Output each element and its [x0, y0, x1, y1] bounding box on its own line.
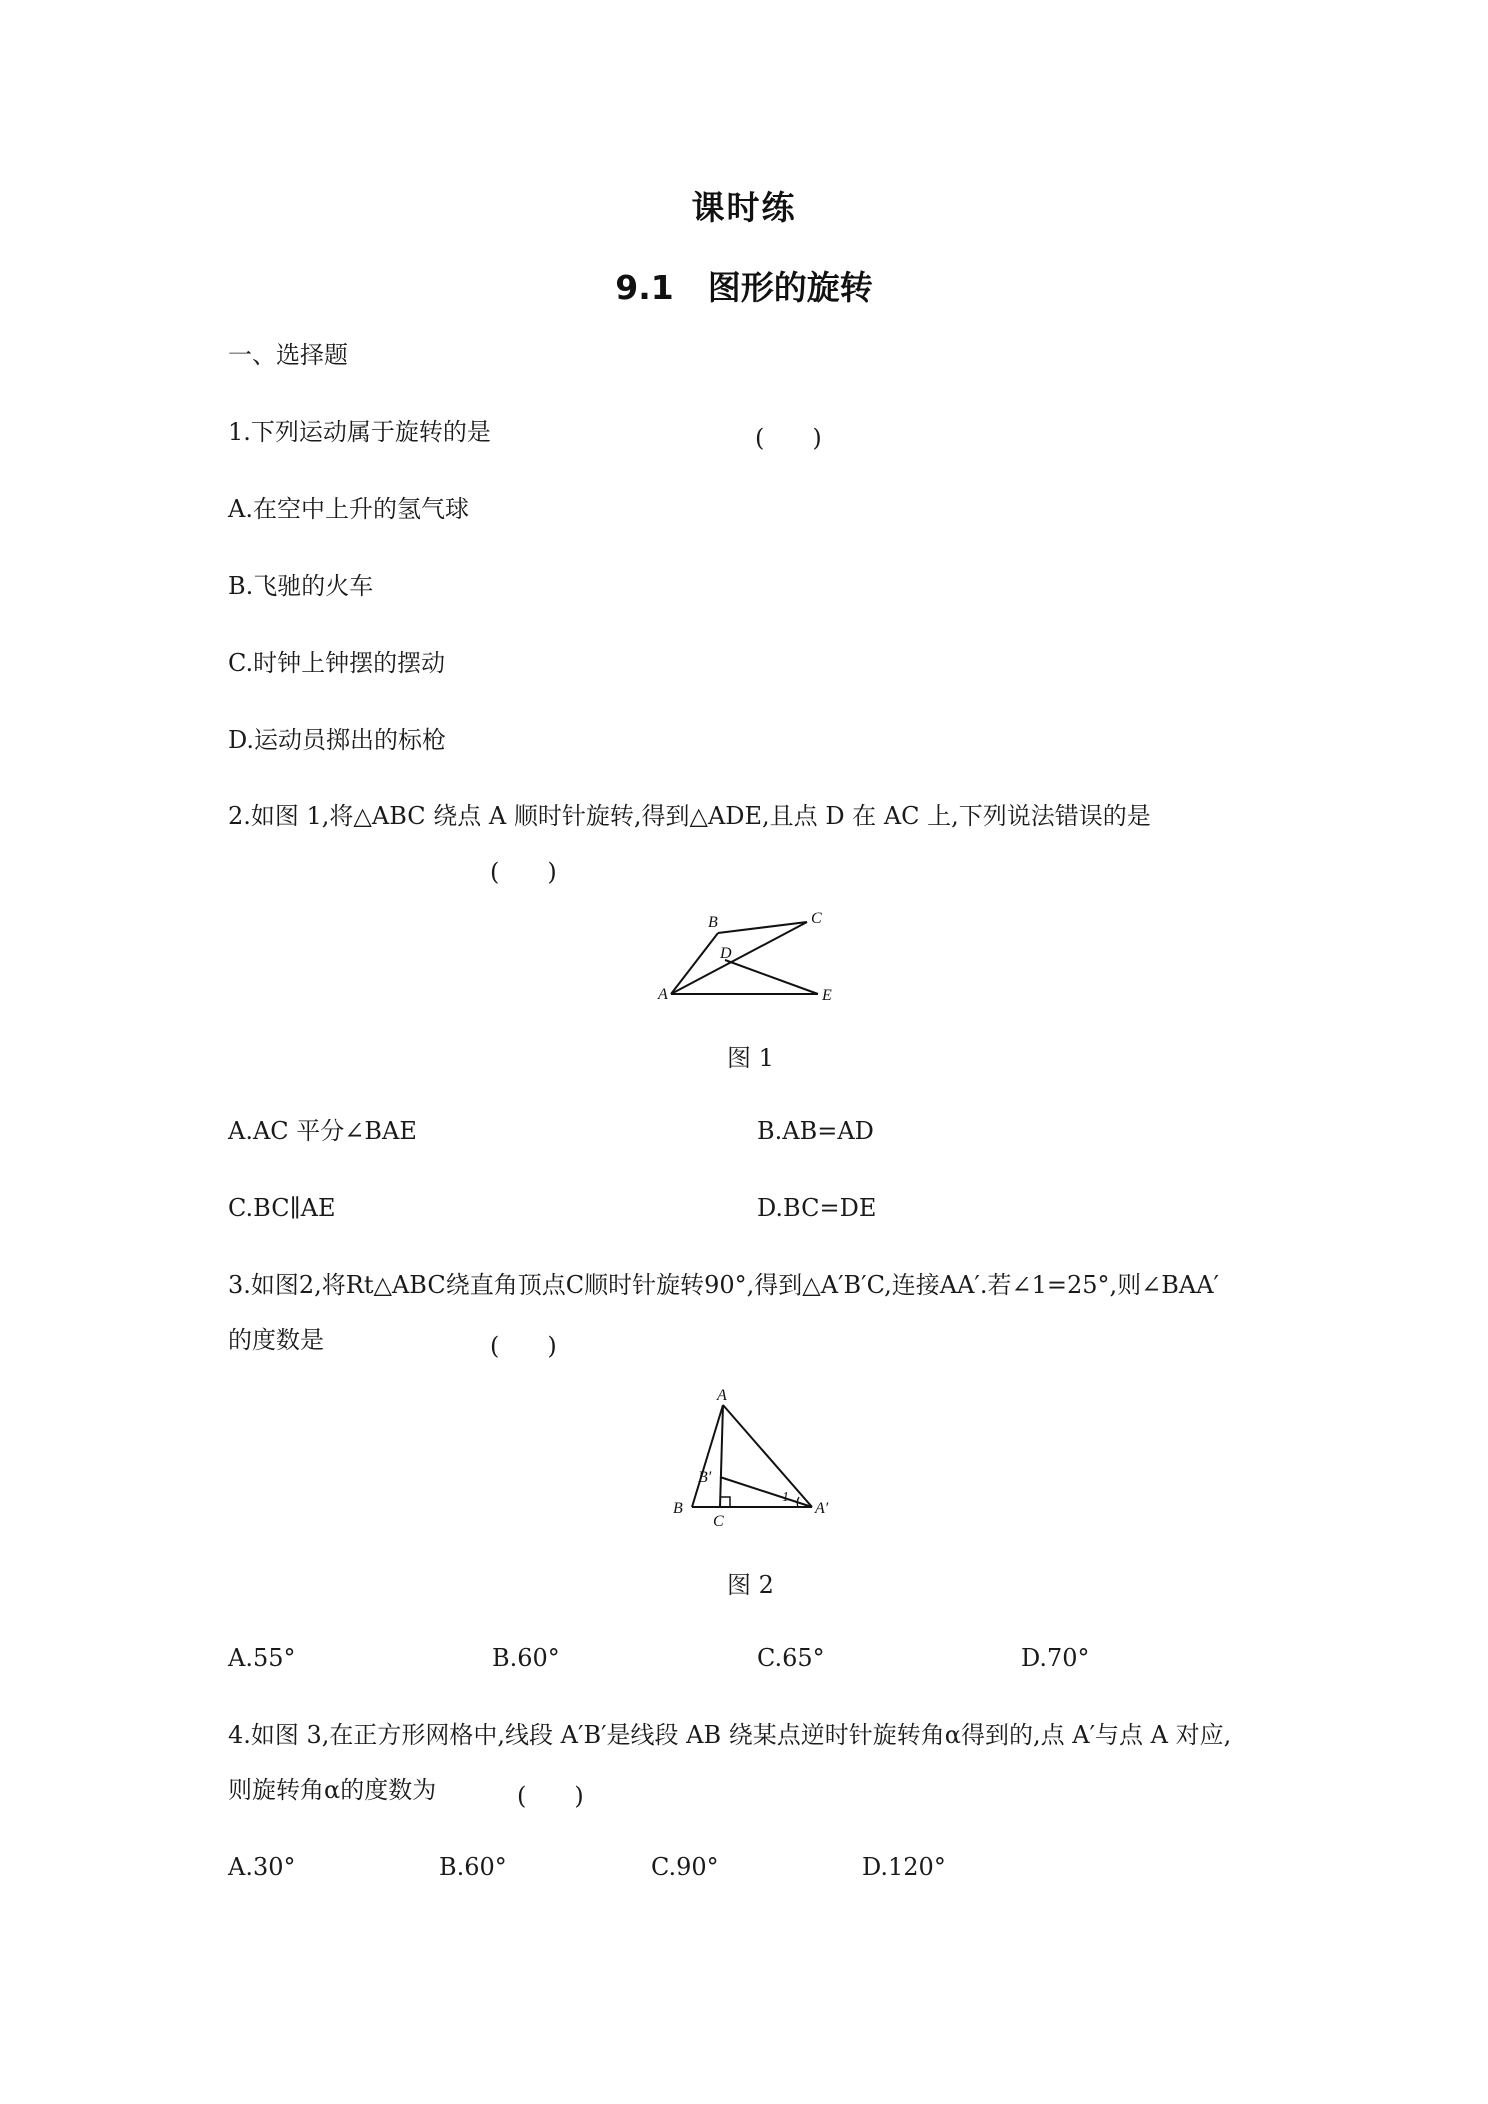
q3-option-b: B.60° [492, 1644, 560, 1672]
label-a-prime: A′ [815, 1500, 829, 1517]
q1-option-a: A.在空中上升的氢气球 [228, 495, 469, 523]
q2-answer-blank: ( ) [490, 858, 557, 886]
label-angle-1: 1 [782, 1490, 789, 1505]
q2-option-b: B.AB=AD [757, 1117, 874, 1145]
right-angle-marker [720, 1497, 730, 1507]
part-heading: 一、选择题 [228, 341, 348, 369]
q4-option-d: D.120° [862, 1853, 946, 1881]
q3-stem-line-2: 的度数是 [228, 1326, 324, 1354]
q2-option-c: C.BC∥AE [228, 1194, 336, 1222]
q2-stem: 2.如图 1,将△ABC 绕点 A 顺时针旋转,得到△ADE,且点 D 在 AC 上,下列说法错误的是 [228, 802, 1151, 830]
label-b-prime: B′ [698, 1469, 712, 1486]
figure-2-diagram [665, 1385, 845, 1530]
q4-stem-line-1: 4.如图 3,在正方形网格中,线段 A′B′是线段 AB 绕某点逆时针旋转角α得到的,点 A′与点 A 对应, [228, 1721, 1232, 1749]
label-b: B [673, 1500, 683, 1517]
q4-option-c: C.90° [651, 1853, 719, 1881]
q3-answer-blank: ( ) [490, 1332, 557, 1360]
figure-1-diagram [650, 905, 850, 1010]
section-number: 9.1 [615, 268, 674, 307]
label-d: D [720, 945, 732, 962]
segment-de [725, 960, 818, 994]
q3-option-c: C.65° [757, 1644, 825, 1672]
q1-option-d: D.运动员掷出的标枪 [228, 726, 447, 754]
q1-answer-blank: ( ) [755, 424, 822, 452]
q4-option-b: B.60° [439, 1853, 507, 1881]
segment-ab [671, 933, 718, 994]
page-title: 课时练 [691, 188, 797, 227]
label-c: C [713, 1513, 724, 1530]
q1-option-b: B.飞驰的火车 [228, 572, 374, 600]
label-a: A [658, 986, 668, 1003]
label-a: A [717, 1387, 727, 1404]
q1-option-c: C.时钟上钟摆的摆动 [228, 649, 446, 677]
section-heading [0, 262, 1488, 309]
q2-option-d: D.BC=DE [757, 1194, 877, 1222]
q3-option-d: D.70° [1021, 1644, 1090, 1672]
q4-option-a: A.30° [228, 1853, 296, 1881]
q1-stem: 1.下列运动属于旋转的是 [228, 418, 491, 446]
q4-stem-line-2: 则旋转角α的度数为 [228, 1776, 437, 1804]
label-e: E [822, 987, 832, 1004]
segment-bc [718, 922, 807, 933]
segment-ab [692, 1405, 723, 1507]
segment-ac [720, 1405, 723, 1507]
q2-option-a: A.AC 平分∠BAE [228, 1117, 417, 1145]
q3-stem-line-1: 3.如图2,将Rt△ABC绕直角顶点C顺时针旋转90°,得到△A′B′C,连接AA′.若∠1=25°,则∠BAA′ [228, 1271, 1219, 1299]
q4-answer-blank: ( ) [517, 1782, 584, 1810]
label-c: C [811, 910, 822, 927]
figure-1-caption: 图 1 [727, 1044, 774, 1072]
section-title: 图形的旋转 [707, 268, 873, 307]
q3-option-a: A.55° [228, 1644, 296, 1672]
label-b: B [708, 914, 718, 931]
figure-2-caption: 图 2 [727, 1571, 774, 1599]
